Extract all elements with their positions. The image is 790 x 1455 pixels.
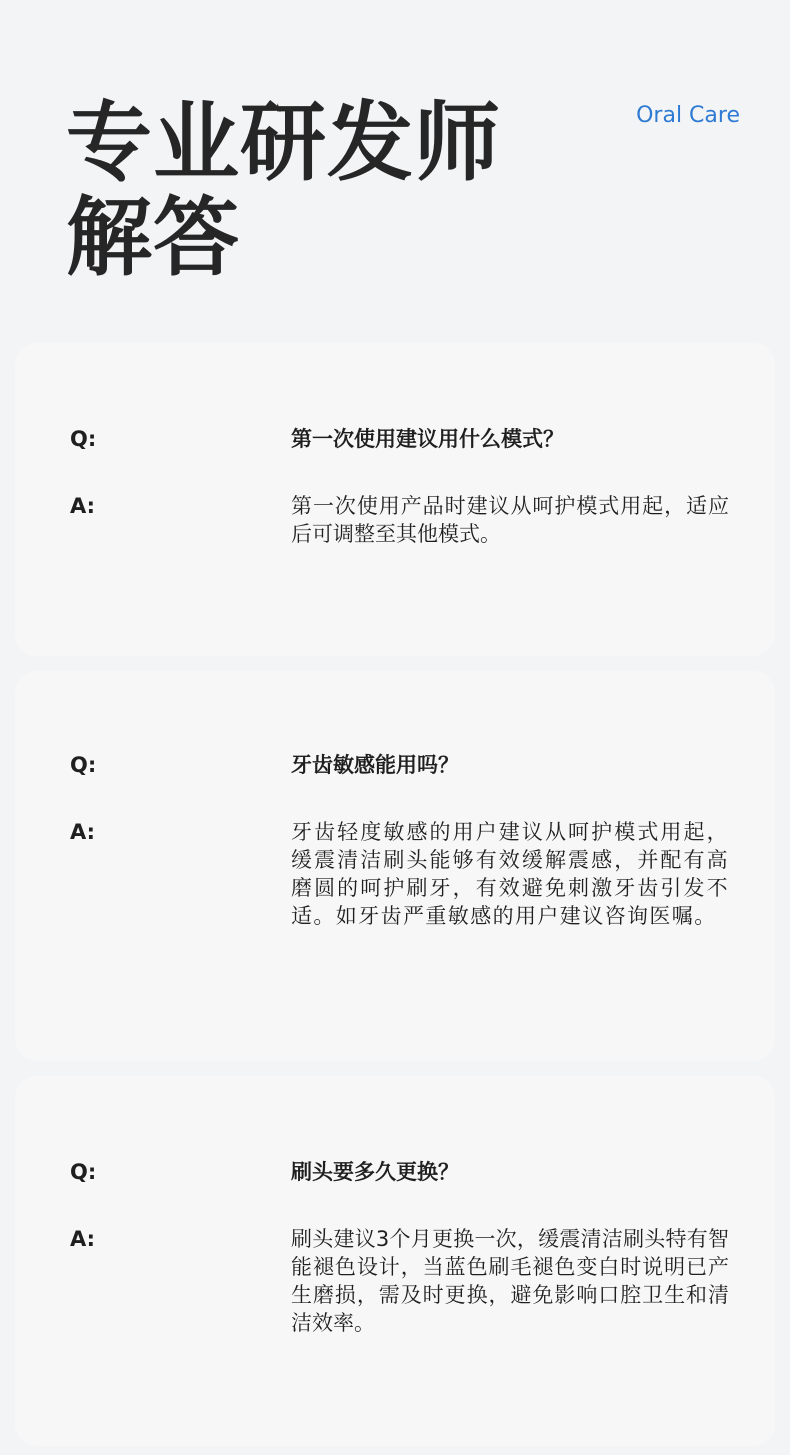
answer-text: 第一次使用产品时建议从呵护模式用起，适应后可调整至其他模式。 [291, 494, 729, 546]
answer-label: A: [70, 1227, 96, 1251]
page-title [66, 93, 586, 288]
brand-label: Oral Care [636, 103, 740, 128]
question-label: Q: [70, 427, 97, 451]
faq-card [15, 1076, 775, 1446]
faq-card [15, 671, 775, 1061]
page-title-line-1: 专业研发师 [66, 93, 501, 193]
page-title-line-2: 解答 [66, 188, 240, 288]
faq-card [15, 343, 775, 656]
question-text: 刷头要多久更换？ [291, 1160, 459, 1184]
question-label: Q: [70, 753, 97, 777]
question-label: Q: [70, 1160, 97, 1184]
answer-text: 刷头建议3个月更换一次，缓震清洁刷头特有智能褪色设计，当蓝色刷毛褪色变白时说明已产生磨损，需及时更换，避免影响口腔卫生和清洁效率。 [291, 1227, 729, 1335]
question-text: 第一次使用建议用什么模式？ [291, 427, 564, 451]
page-header [0, 0, 790, 330]
answer-label: A: [70, 494, 96, 518]
answer-label: A: [70, 820, 96, 844]
answer-text: 牙齿轻度敏感的用户建议从呵护模式用起，缓震清洁刷头能够有效缓解震感，并配有高磨圆的呵护刷牙，有效避免刺激牙齿引发不适。如牙齿严重敏感的用户建议咨询医嘱。 [291, 820, 729, 928]
question-text: 牙齿敏感能用吗？ [291, 753, 459, 777]
